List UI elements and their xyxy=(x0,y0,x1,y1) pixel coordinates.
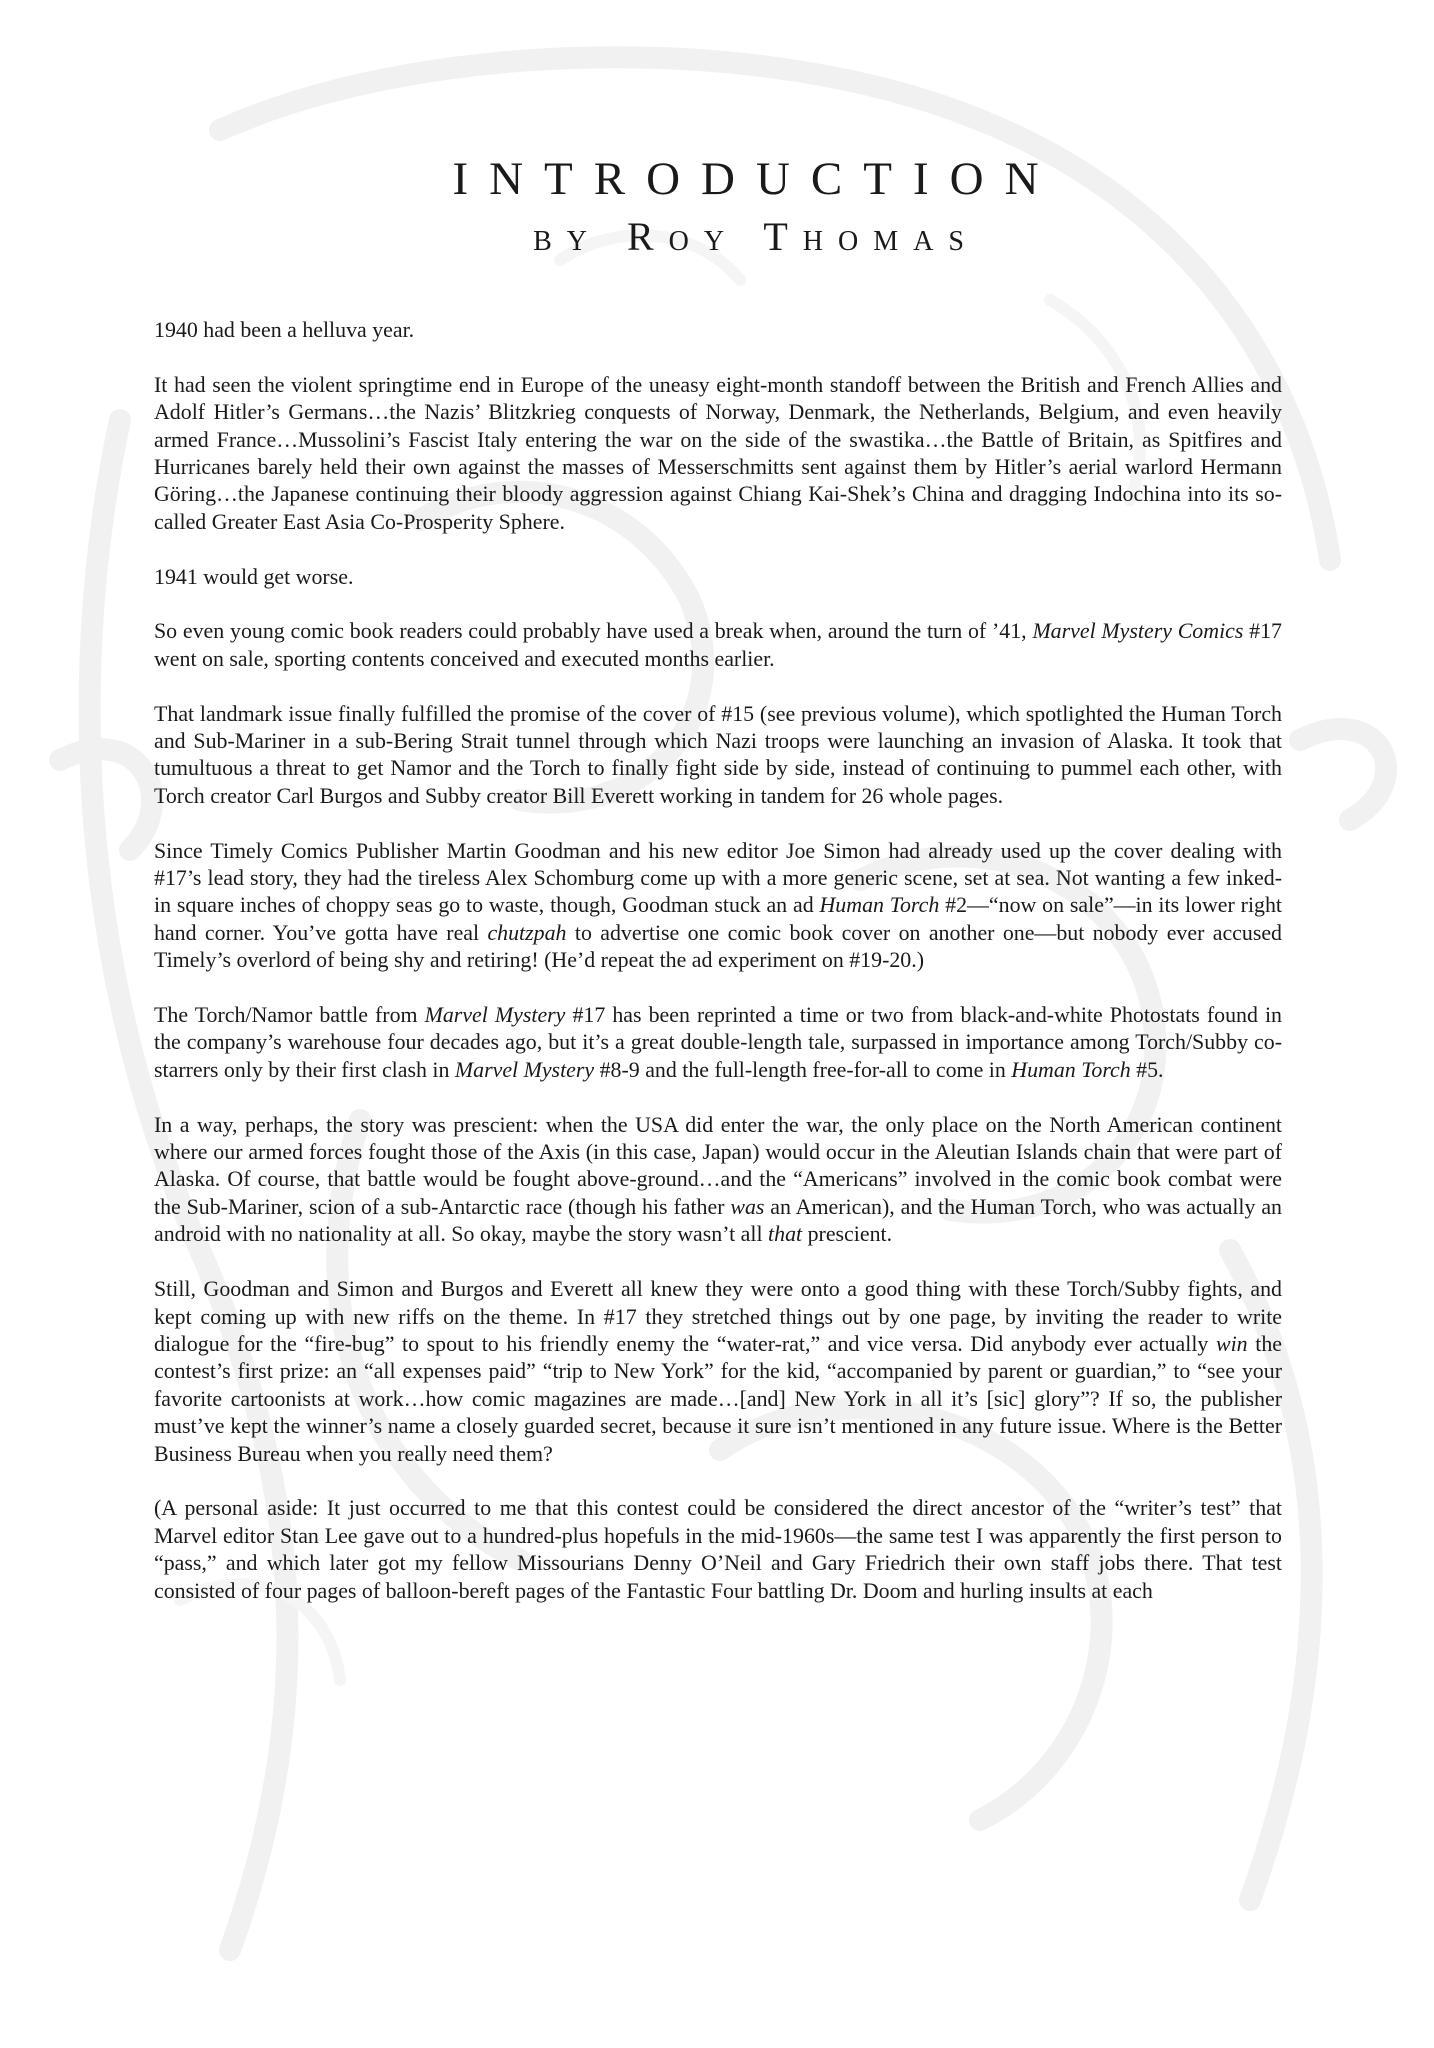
italic-title-text: that xyxy=(768,1221,803,1247)
body-paragraph xyxy=(154,617,1282,672)
paragraph-text: (A personal aside: It just occurred to me that this contest could be considered the direct ancestor of the “writer’s test” that Marvel editor Stan Lee gave out to a hundred-plus hopefuls in the mid-1960s—the same test I was apparently the first person to “pass,” and which later got my fellow Missourians Denny O’Neil and Gary Friedrich their own staff jobs there. That test consisted of four pages of balloon-bereft pages of the Fantastic Four battling Dr. Doom and hurling insults at each xyxy=(154,1495,1282,1603)
italic-title-text: win xyxy=(1216,1330,1248,1356)
body-paragraph xyxy=(154,1001,1282,1083)
body-paragraph xyxy=(154,371,1282,535)
body-paragraph xyxy=(154,1275,1282,1467)
paragraph-text: #5. xyxy=(1130,1056,1164,1082)
paragraph-text: the contest’s first prize: an “all expenses paid” “trip to New York” for the kid, “accompanied by parent or guardian,” to “see your favorite cartoonists at work…how comic magazines are made…[and] New York in all it’s [sic] glory”? If so, the publisher must’ve kept the winner’s name a closely guarded secret, because it sure isn’t mentioned in any future issue. Where is the Better Business Bureau when you really need them? xyxy=(154,1330,1282,1466)
paragraph-text: It had seen the violent springtime end in Europe of the uneasy eight-month standoff between the British and French Allies and Adolf Hitler’s Germans…the Nazis’ Blitzkrieg conquests of Norway, Denmark, the Netherlands, Belgium, and even heavily armed France…Mussolini’s Fascist Italy entering the war on the side of the swastika…the Battle of Britain, as Spitfires and Hurricanes barely held their own against the masses of Messerschmitts sent against them by Hitler’s aerial warlord Hermann Göring…the Japanese continuing their bloody aggression against Chiang Kai-Shek’s China and dragging Indochina into its so-called Greater East Asia Co-Prosperity Sphere. xyxy=(154,371,1282,534)
paragraph-text: #17 has been reprinted a time or two from black-and-white Photostats found in the company’s warehouse four decades ago, but it’s a great double-length tale, surpassed in importance among Torch/Subby co-starrers only by their first clash in xyxy=(154,1002,1282,1082)
author-byline: by Roy Thomas xyxy=(533,214,979,259)
italic-title-text: Human Torch xyxy=(819,892,940,918)
paragraph-text: #8-9 and the full-length free-for-all to come in xyxy=(594,1056,1012,1082)
paragraph-text: 1940 had been a helluva year. xyxy=(154,317,415,342)
page-title: INTRODUCTION xyxy=(452,153,1060,205)
paragraph-text: So even young comic book readers could probably have used a break when, around the turn of ’41, xyxy=(154,618,1033,644)
body-paragraph xyxy=(154,1494,1282,1604)
paragraph-text: The Torch/Namor battle from xyxy=(154,1002,425,1028)
italic-title-text: Marvel Mystery Comics xyxy=(1032,618,1244,644)
paragraph-text: That landmark issue finally fulfilled the promise of the cover of #15 (see previous volume), which spotlighted the Human Torch and Sub-Mariner in a sub-Bering Strait tunnel through which Nazi troops were launching an invasion of Alaska. It took that tumultuous a threat to get Namor and the Torch to finally fight side by side, instead of continuing to pummel each other, with Torch creator Carl Burgos and Subby creator Bill Everett working in tandem for 26 whole pages. xyxy=(154,700,1282,808)
paragraph-text: In a way, perhaps, the story was prescient: when the USA did enter the war, the only place on the North American continent where our armed forces fought those of the Axis (in this case, Japan) would occur in the Aleutian Islands chain that were part of Alaska. Of course, that battle would be fought above-ground…and the “Americans” involved in the comic book combat were the Sub-Mariner, scion of a sub-Antarctic race (though his father xyxy=(154,1111,1282,1219)
document-page xyxy=(154,150,1282,1604)
paragraph-text: #17 went on sale, sporting contents conceived and executed months earlier. xyxy=(154,618,1283,671)
paragraph-text: #2—“now on sale”—in its lower right hand corner. You’ve gotta have real xyxy=(154,892,1282,945)
body-paragraph xyxy=(154,316,1282,343)
paragraph-text: prescient. xyxy=(802,1221,893,1247)
paragraph-text: to advertise one comic book cover on another one—but nobody ever accused Timely’s overlord of being shy and retiring! (He’d repeat the ad experiment on #19-20.) xyxy=(154,919,1282,973)
paragraph-text: 1941 would get worse. xyxy=(154,563,354,589)
body-paragraph xyxy=(154,700,1282,810)
italic-title-text: Marvel Mystery xyxy=(454,1056,595,1082)
article-body xyxy=(154,316,1282,1604)
italic-title-text: Human Torch xyxy=(1011,1056,1131,1082)
italic-title-text: Marvel Mystery xyxy=(424,1002,566,1028)
body-paragraph xyxy=(154,837,1282,974)
body-paragraph xyxy=(154,563,1282,590)
paragraph-text: Since Timely Comics Publisher Martin Goodman and his new editor Joe Simon had already used up the cover dealing with #17’s lead story, they had the tireless Alex Schomburg come up with a more generic scene, set at sea. Not wanting a few inked-in square inches of choppy seas go to waste, though, Goodman stuck an ad xyxy=(154,837,1282,918)
body-paragraph xyxy=(154,1111,1282,1248)
italic-title-text: chutzpah xyxy=(487,919,567,945)
italic-title-text: was xyxy=(730,1193,765,1219)
paragraph-text: Still, Goodman and Simon and Burgos and Everett all knew they were onto a good thing with these Torch/Subby fights, and kept coming up with new riffs on the theme. In #17 they stretched things out by one page, by inviting the reader to write dialogue for the “fire-bug” to spout to his friendly enemy the “water-rat,” and vice versa. Did anybody ever actually xyxy=(154,1276,1282,1356)
paragraph-text: an American), and the Human Torch, who was actually an android with no nationality at all. So okay, maybe the story wasn’t all xyxy=(154,1193,1282,1247)
